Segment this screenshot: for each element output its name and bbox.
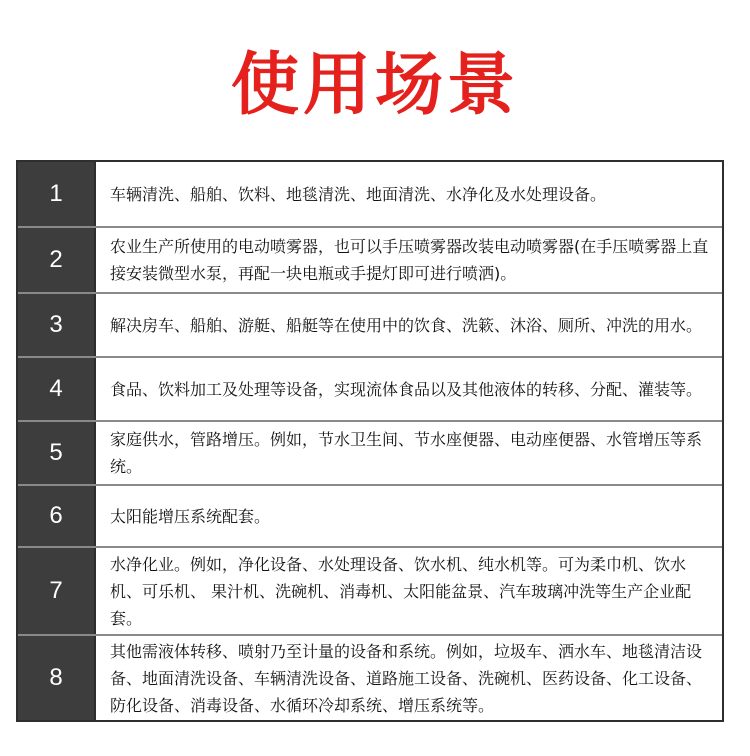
- row-text: 车辆清洗、船舶、饮料、地毯清洗、地面清洗、水净化及水处理设备。: [94, 162, 722, 226]
- row-text: 解决房车、船舶、游艇、船艇等在使用中的饮食、洗簌、沐浴、厕所、冲洗的用水。: [94, 294, 722, 356]
- row-number: 1: [18, 162, 94, 226]
- row-number: 3: [18, 294, 94, 356]
- row-number: 6: [18, 486, 94, 546]
- table-row: [18, 484, 722, 546]
- usage-table: [16, 160, 724, 722]
- row-text: 太阳能增压系统配套。: [94, 486, 722, 546]
- row-text: 家庭供水，管路增压。例如，节水卫生间、节水座便器、电动座便器、水管增压等系统。: [94, 422, 722, 484]
- row-number: 2: [18, 228, 94, 292]
- table-row: [18, 356, 722, 420]
- page-title: 使用场景: [230, 46, 519, 125]
- row-text: 其他需液体转移、喷射乃至计量的设备和系统。例如，垃圾车、洒水车、地毯清洁设备、地面清洗设备、车辆清洗设备、道路施工设备、洗碗机、医药设备、化工设备、防化设备、消毒设备、水循环冷却系统、增压系统等。: [94, 636, 722, 720]
- row-number: 4: [18, 358, 94, 420]
- table-row: [18, 292, 722, 356]
- row-text: 食品、饮料加工及处理等设备，实现流体食品以及其他液体的转移、分配、灌装等。: [94, 358, 722, 420]
- table-row: [18, 634, 722, 720]
- row-text: 农业生产所使用的电动喷雾器，也可以手压喷雾器改装电动喷雾器(在手压喷雾器上直接安装微型水泵，再配一块电瓶或手提灯即可进行喷洒)。: [94, 228, 722, 292]
- table-row: [18, 162, 722, 226]
- table-row: [18, 420, 722, 484]
- table-row: [18, 546, 722, 634]
- row-number: 5: [18, 422, 94, 484]
- row-text: 水净化业。例如，净化设备、水处理设备、饮水机、纯水机等。可为柔巾机、饮水机、可乐机、 果汁机、洗碗机、消毒机、太阳能盆景、汽车玻璃冲洗等生产企业配套。: [94, 548, 722, 634]
- row-number: 8: [18, 636, 94, 720]
- table-row: [18, 226, 722, 292]
- row-number: 7: [18, 548, 94, 634]
